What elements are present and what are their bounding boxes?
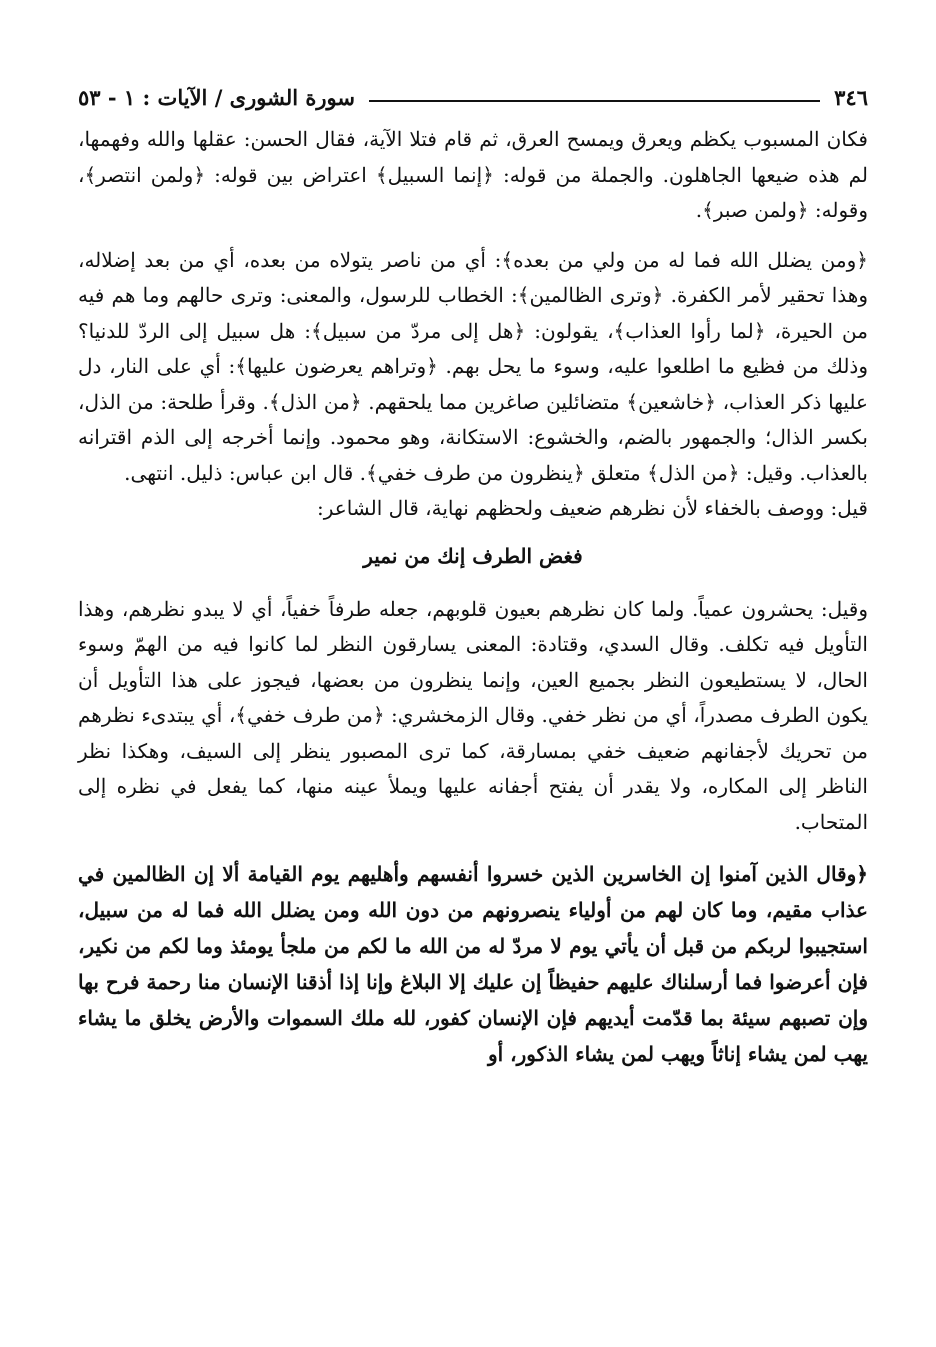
surah-title: سورة الشورى / الآيات : ١ - ٥٣ (78, 84, 355, 110)
paragraph-commentary: وقيل: يحشرون عمياً. ولما كان نظرهم بعيون قلوبهم، جعله طرفاً خفياً، أي لا يبدو نظرهم، وهذا التأويل فيه تكلف. وقال السدي، وقتادة: المعنى يسارقون النظر لما كانوا فيه من الهمّ وسوء الحال، لا يستطيعون النظر بجميع العين، وإنما ينظرون من بعضها، فيجوز على هذا التأويل أن يكون الطرف مصدراً، أي من نظر خفي. وقال الزمخشري: ﴿من طرف خفي﴾، أي يبتدىء نظرهم من تحريك لأجفانهم ضعيف خفي بمسارقة، كما ترى المصبور ينظر إلى السيف، وهكذا نظر الناظر إلى المكاره، ولا يقدر أن يفتح أجفانه عليها ويملأ عينه منها، كما يفعل في نظره إلى المتحاب. (78, 596, 868, 834)
quran-passage: ﴿وقال الذين آمنوا إن الخاسرين الذين خسروا أنفسهم وأهليهم يوم القيامة ألا إن الظالمين في عذاب مقيم، وما كان لهم من أولياء ينصرونهم من دون الله ومن يضلل الله فما له من سبيل، استجيبوا لربكم من قبل أن يأتي يوم لا مردّ له من الله ما لكم من ملجأ يومئذ وما لكم من نكير، فإن أعرضوا فما أرسلناك عليهم حفيظاً إن عليك إلا البلاغ وإنا إذا أذقنا الإنسان منا رحمة فرح بها وإن تصبهم سيئة بما قدّمت أيديهم فإن الإنسان كفور، لله ملك السموات والأرض يخلق ما يشاء يهب لمن يشاء إناثاً ويهب لمن يشاء الذكور، أو (78, 862, 868, 1066)
paragraph-2: ﴿ومن يضلل الله فما له من ولي من بعده﴾: أي من ناصر يتولاه من بعده، أي من بعد إضلاله، وهذا تحقير لأمر الكفرة. ﴿وترى الظالمين﴾: الخطاب للرسول، والمعنى: وترى حالهم وما هم فيه من الحيرة، ﴿لما رأوا العذاب﴾، يقولون: ﴿هل إلى مردّ من سبيل﴾: هل سبيل إلى الردّ للدنيا؟ وذلك من فظيع ما اطلعوا عليه، وسوء ما يحل بهم. ﴿وتراهم يعرضون عليها﴾: أي على النار، دل عليها ذكر العذاب، ﴿خاشعين﴾ متضائلين صاغرين مما يلحقهم. ﴿من الذل﴾. وقرأ طلحة: من الذل، بكسر الذال؛ والجمهور بالضم، والخشوع: الاستكانة، وهو محمود. وإنما أخرجه إلى الذم اقترانه بالعذاب. وقيل: ﴿من الذل﴾ متعلق ﴿ينظرون من طرف خفي﴾. قال ابن عباس: ذليل. انتهى. (78, 247, 868, 485)
page-header (78, 82, 868, 112)
header-rule (369, 100, 820, 102)
paragraph-poet-intro: قيل: ووصف بالخفاء لأن نظرهم ضعيف ولحظهم نهاية، قال الشاعر: (316, 496, 868, 520)
poetry-verse: فغض الطرف إنك من نمير (363, 543, 583, 568)
paragraph-1: فكان المسبوب يكظم ويعرق ويمسح العرق، ثم قام فتلا الآية، فقال الحسن: عقلها والله وفهمها، لم هذه ضيعها الجاهلون. والجملة من قوله: ﴿إنما السبيل﴾ اعتراض بين قوله: ﴿ولمن انتصر﴾، وقوله: ﴿ولمن صبر﴾. (78, 127, 868, 222)
book-page (78, 82, 868, 1072)
page-number: ٣٤٦ (834, 84, 868, 110)
